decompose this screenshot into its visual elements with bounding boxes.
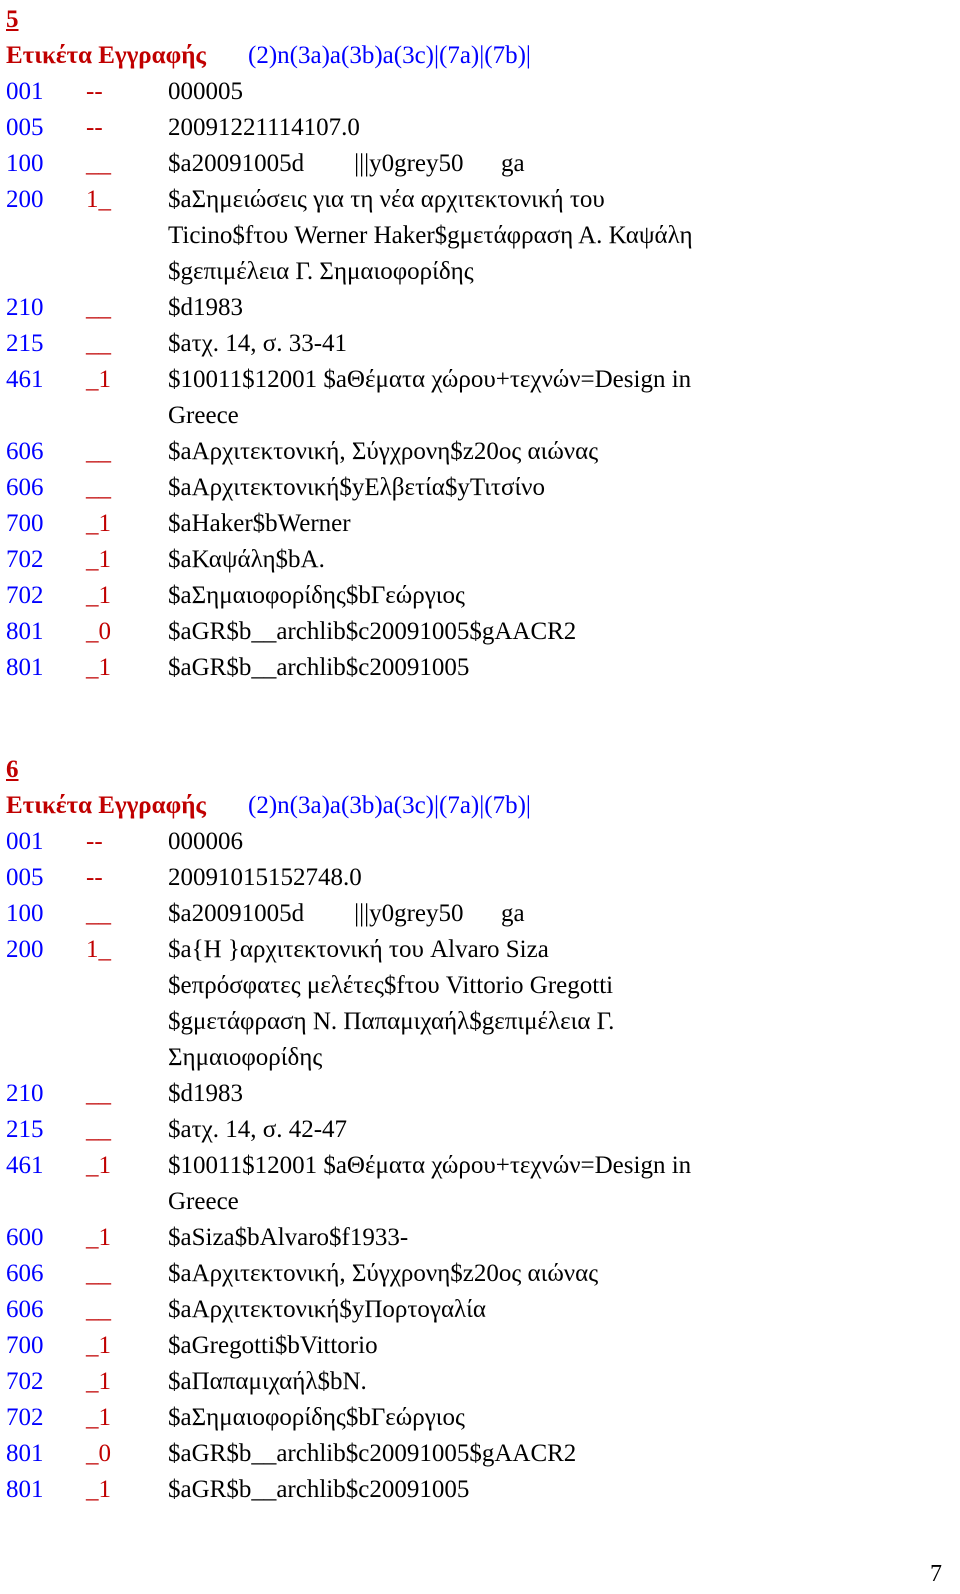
field-content (168, 110, 758, 146)
field-indicator: _1 (86, 654, 111, 681)
marc-field-801 (6, 1436, 946, 1472)
field-indicator: __ (86, 1080, 111, 1107)
field-content-line: $aΑρχιτεκτονική$yΕλβετία$yΤιτσίνο (168, 474, 545, 501)
field-content-line: $aGR$b__archlib$c20091005$gAACR2 (168, 618, 577, 645)
field-tag: 702 (6, 546, 44, 573)
field-content-line: $aΚαψάλη$bΑ. (168, 546, 325, 573)
marc-field-005 (6, 110, 946, 146)
marc-field-700 (6, 1328, 946, 1364)
field-content (168, 1400, 758, 1436)
marc-field-005 (6, 860, 946, 896)
field-tag: 461 (6, 1152, 44, 1179)
field-content (168, 506, 758, 542)
field-content (168, 614, 758, 650)
field-content (168, 1148, 758, 1220)
marc-field-606 (6, 1292, 946, 1328)
field-indicator: _1 (86, 1332, 111, 1359)
field-content-line: 000006 (168, 828, 243, 855)
leader-row (6, 38, 946, 74)
field-indicator: -- (86, 864, 103, 891)
field-content (168, 578, 758, 614)
record-number[interactable]: 5 (6, 6, 19, 33)
leader-value: (2)n(3a)a(3b)a(3c)|(7a)|(7b)| (248, 792, 531, 819)
marc-field-200 (6, 932, 946, 1076)
marc-field-210 (6, 1076, 946, 1112)
field-tag: 001 (6, 78, 44, 105)
field-tag: 200 (6, 936, 44, 963)
field-tag: 215 (6, 330, 44, 357)
field-content-line: $aτχ. 14, σ. 42-47 (168, 1116, 348, 1143)
field-tag: 606 (6, 1260, 44, 1287)
field-content (168, 1328, 758, 1364)
marc-field-801 (6, 614, 946, 650)
field-content-line: $aΑρχιτεκτονική$yΠορτογαλία (168, 1296, 487, 1323)
field-content-line: $aΑρχιτεκτονική, Σύγχρονη$z20ος αιώνας (168, 1260, 599, 1287)
field-content (168, 470, 758, 506)
field-content-line: $gμετάφραση Ν. Παπαμιχαήλ$gεπιμέλεια Γ. (168, 1008, 615, 1035)
field-content (168, 1292, 758, 1328)
field-content-line: $aGregotti$bVittorio (168, 1332, 378, 1359)
marc-field-001 (6, 74, 946, 110)
field-tag: 210 (6, 294, 44, 321)
page-number: 7 (930, 1561, 942, 1587)
field-indicator: __ (86, 150, 111, 177)
field-content-line: $aGR$b__archlib$c20091005$gAACR2 (168, 1440, 577, 1467)
field-indicator: __ (86, 1260, 111, 1287)
field-indicator: __ (86, 438, 111, 465)
field-indicator: __ (86, 474, 111, 501)
field-indicator: __ (86, 1296, 111, 1323)
field-tag: 210 (6, 1080, 44, 1107)
marc-field-702 (6, 542, 946, 578)
marc-field-702 (6, 1400, 946, 1436)
marc-field-100 (6, 896, 946, 932)
field-indicator: _1 (86, 1476, 111, 1503)
field-tag: 001 (6, 828, 44, 855)
field-content-line: $aGR$b__archlib$c20091005 (168, 1476, 470, 1503)
field-tag: 100 (6, 900, 44, 927)
field-indicator: _1 (86, 546, 111, 573)
field-content-line: Greece (168, 402, 239, 429)
field-indicator: _1 (86, 510, 111, 537)
field-indicator: _0 (86, 1440, 111, 1467)
marc-field-461 (6, 1148, 946, 1220)
record-number[interactable]: 6 (6, 756, 19, 783)
marc-field-600 (6, 1220, 946, 1256)
field-content (168, 434, 758, 470)
field-tag: 600 (6, 1224, 44, 1251)
field-content (168, 1256, 758, 1292)
field-tag: 700 (6, 510, 44, 537)
field-tag: 801 (6, 1476, 44, 1503)
field-indicator: -- (86, 114, 103, 141)
field-content (168, 824, 758, 860)
field-tag: 005 (6, 114, 44, 141)
field-indicator: _1 (86, 366, 111, 393)
field-content-line: $10011$12001 $aΘέματα χώρου+τεχνών=Design in (168, 366, 692, 393)
leader-row (6, 788, 946, 824)
field-content (168, 650, 758, 686)
field-content (168, 74, 758, 110)
field-content-line: $aτχ. 14, σ. 33-41 (168, 330, 348, 357)
field-list (6, 824, 946, 1508)
field-content (168, 542, 758, 578)
field-indicator: _1 (86, 1152, 111, 1179)
field-tag: 461 (6, 366, 44, 393)
marc-field-606 (6, 434, 946, 470)
field-indicator: _1 (86, 1404, 111, 1431)
field-content (168, 1436, 758, 1472)
field-content (168, 1472, 758, 1508)
field-content-line: $aΣημαιοφορίδης$bΓεώργιος (168, 582, 465, 609)
field-content (168, 326, 758, 362)
marc-field-001 (6, 824, 946, 860)
field-content-line: $aSiza$bAlvaro$f1933- (168, 1224, 409, 1251)
field-content-line: $10011$12001 $aΘέματα χώρου+τεχνών=Design in (168, 1152, 692, 1179)
field-list (6, 74, 946, 686)
marc-field-100 (6, 146, 946, 182)
field-content-line: $d1983 (168, 294, 243, 321)
marc-field-702 (6, 578, 946, 614)
field-content-line: 000005 (168, 78, 243, 105)
field-content-line: $aΠαπαμιχαήλ$bΝ. (168, 1368, 367, 1395)
field-content-line: $a20091005d |||y0grey50 ga (168, 900, 525, 927)
field-content-line: Ticino$fτου Werner Haker$gμετάφραση Α. Καψάλη (168, 222, 693, 249)
field-indicator: __ (86, 900, 111, 927)
field-indicator: __ (86, 330, 111, 357)
marc-field-606 (6, 1256, 946, 1292)
field-content-line: $aGR$b__archlib$c20091005 (168, 654, 470, 681)
field-tag: 606 (6, 438, 44, 465)
field-indicator: 1_ (86, 186, 111, 213)
field-indicator: _0 (86, 618, 111, 645)
leader-label: Ετικέτα Εγγραφής (6, 792, 206, 819)
field-content-line: 20091015152748.0 (168, 864, 362, 891)
marc-field-801 (6, 650, 946, 686)
field-content-line: $a20091005d |||y0grey50 ga (168, 150, 525, 177)
field-tag: 702 (6, 582, 44, 609)
field-tag: 702 (6, 1368, 44, 1395)
field-content (168, 182, 758, 290)
field-content (168, 1076, 758, 1112)
field-indicator: -- (86, 828, 103, 855)
marc-field-210 (6, 290, 946, 326)
field-content-line: $a{Η }αρχιτεκτονική του Alvaro Siza (168, 936, 549, 963)
field-tag: 005 (6, 864, 44, 891)
field-content (168, 1364, 758, 1400)
field-tag: 702 (6, 1404, 44, 1431)
field-content (168, 362, 758, 434)
marc-field-200 (6, 182, 946, 290)
field-tag: 200 (6, 186, 44, 213)
field-content (168, 290, 758, 326)
marc-field-606 (6, 470, 946, 506)
field-content-line: $eπρόσφατες μελέτες$fτου Vittorio Gregotti (168, 972, 614, 999)
field-content (168, 860, 758, 896)
marc-field-702 (6, 1364, 946, 1400)
field-tag: 215 (6, 1116, 44, 1143)
field-tag: 606 (6, 474, 44, 501)
marc-field-700 (6, 506, 946, 542)
field-content (168, 896, 758, 932)
field-indicator: _1 (86, 582, 111, 609)
field-content (168, 146, 758, 182)
field-content (168, 932, 758, 1076)
field-indicator: _1 (86, 1368, 111, 1395)
field-indicator: __ (86, 294, 111, 321)
field-content-line: $aΑρχιτεκτονική, Σύγχρονη$z20ος αιώνας (168, 438, 599, 465)
marc-field-801 (6, 1472, 946, 1508)
field-indicator: __ (86, 1116, 111, 1143)
field-tag: 801 (6, 618, 44, 645)
field-content (168, 1112, 758, 1148)
field-content-line: $aΣημειώσεις για τη νέα αρχιτεκτονική του (168, 186, 605, 213)
field-content-line: $d1983 (168, 1080, 243, 1107)
field-content-line: $gεπιμέλεια Γ. Σημαιοφορίδης (168, 258, 474, 285)
leader-label: Ετικέτα Εγγραφής (6, 42, 206, 69)
field-content-line: $aHaker$bWerner (168, 510, 351, 537)
field-content-line: $aΣημαιοφορίδης$bΓεώργιος (168, 1404, 465, 1431)
field-tag: 606 (6, 1296, 44, 1323)
record-5 (6, 2, 946, 686)
marc-field-461 (6, 362, 946, 434)
field-tag: 100 (6, 150, 44, 177)
field-tag: 801 (6, 654, 44, 681)
field-content-line: 20091221114107.0 (168, 114, 360, 141)
field-tag: 700 (6, 1332, 44, 1359)
field-indicator: _1 (86, 1224, 111, 1251)
marc-field-215 (6, 326, 946, 362)
marc-field-215 (6, 1112, 946, 1148)
field-content-line: Σημαιοφορίδης (168, 1044, 323, 1071)
leader-value: (2)n(3a)a(3b)a(3c)|(7a)|(7b)| (248, 42, 531, 69)
field-tag: 801 (6, 1440, 44, 1467)
record-6 (6, 752, 946, 1508)
field-content (168, 1220, 758, 1256)
field-indicator: -- (86, 78, 103, 105)
field-indicator: 1_ (86, 936, 111, 963)
field-content-line: Greece (168, 1188, 239, 1215)
